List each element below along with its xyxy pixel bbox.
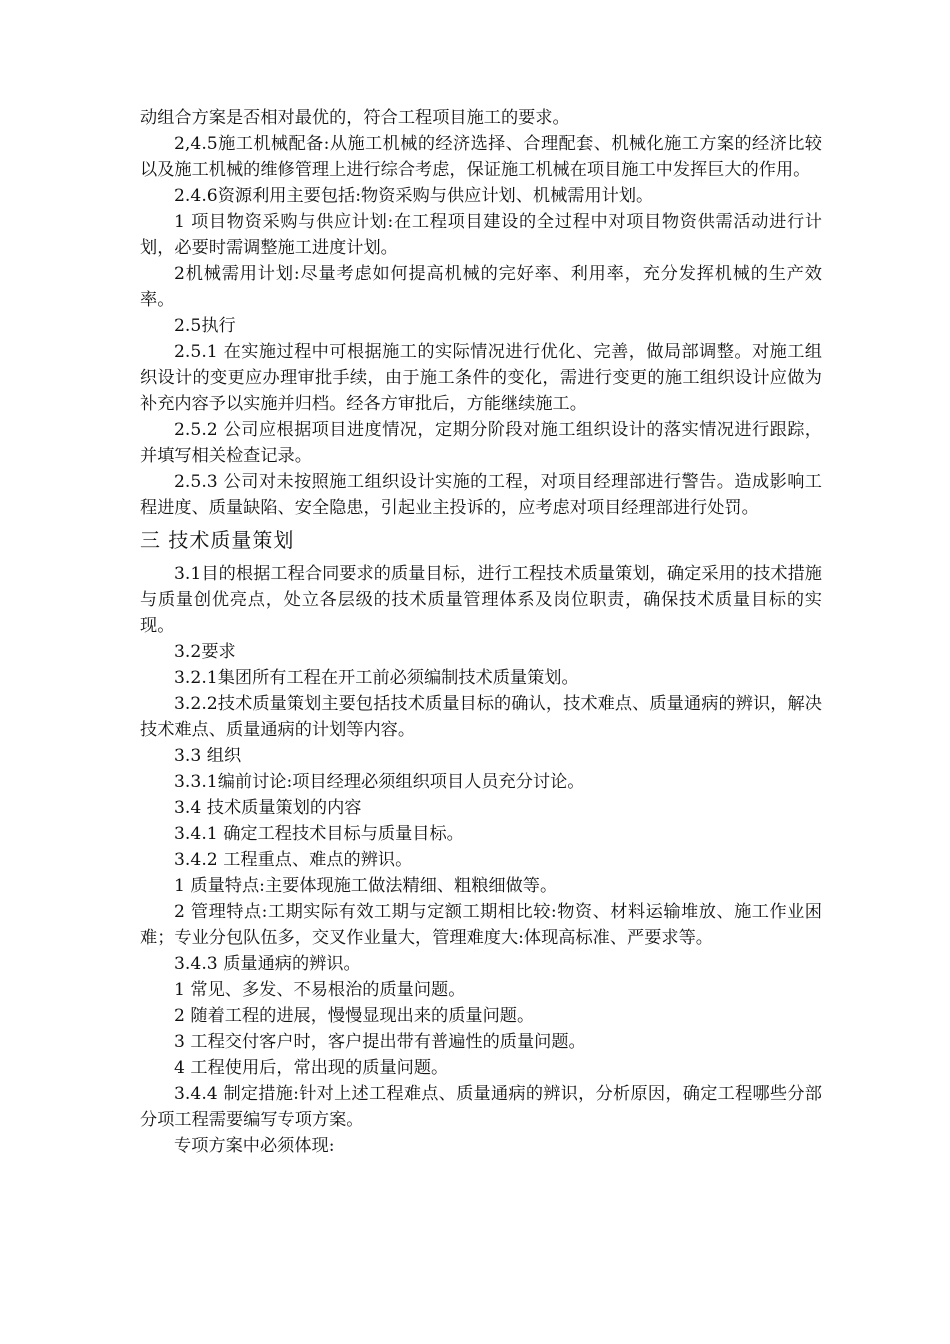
section-heading: 三 技术质量策划 [140, 528, 295, 552]
paragraph: 2.5.3 公司对未按照施工组织设计实施的工程，对项目经理部进行警告。造成影响工程进度、质量缺陷、安全隐患，引起业主投诉的，应考虑对项目经理部进行处罚。 [140, 472, 822, 518]
paragraph: 2.5.2 公司应根据项目进度情况，定期分阶段对施工组织设计的落实情况进行跟踪，并填写相关检查记录。 [140, 420, 822, 466]
paragraph: 3.4.4 制定措施:针对上述工程难点、质量通病的辨识，分析原因，确定工程哪些分部分项工程需要编写专项方案。 [140, 1084, 822, 1130]
paragraph: 2,4.5施工机械配备:从施工机械的经济选择、合理配套、机械化施工方案的经济比较以及施工机械的维修管理上进行综合考虑，保证施工机械在项目施工中发挥巨大的作用。 [140, 134, 822, 180]
paragraph: 3.4 技术质量策划的内容 [174, 798, 362, 818]
paragraph: 专项方案中必须体现: [174, 1136, 335, 1156]
paragraph: 动组合方案是否相对最优的，符合工程项目施工的要求。 [140, 108, 570, 128]
paragraph: 3.2要求 [174, 642, 236, 662]
paragraph: 1 常见、多发、不易根治的质量问题。 [174, 980, 466, 1000]
paragraph: 2机械需用计划:尽量考虑如何提高机械的完好率、利用率，充分发挥机械的生产效率。 [140, 264, 822, 310]
paragraph: 1 质量特点:主要体现施工做法精细、粗粮细做等。 [174, 876, 558, 896]
paragraph: 2 随着工程的进展，慢慢显现出来的质量问题。 [174, 1006, 535, 1026]
paragraph: 2.5执行 [174, 316, 236, 336]
paragraph: 3.1目的根据工程合同要求的质量目标，进行工程技术质量策划，确定采用的技术措施与质量创优亮点，处立各层级的技术质量管理体系及岗位职责，确保技术质量目标的实现。 [140, 564, 822, 636]
paragraph: 3.3.1编前讨论:项目经理必须组织项目人员充分讨论。 [174, 772, 585, 792]
paragraph: 3.2.2技术质量策划主要包括技术质量目标的确认，技术难点、质量通病的辨识，解决技术难点、质量通病的计划等内容。 [140, 694, 822, 740]
paragraph: 3.2.1集团所有工程在开工前必须编制技术质量策划。 [174, 668, 579, 688]
paragraph: 3 工程交付客户时，客户提出带有普遍性的质量问题。 [174, 1032, 586, 1052]
paragraph: 3.4.3 质量通病的辨识。 [174, 954, 361, 974]
document-page [140, 105, 822, 1159]
body-text-after [140, 561, 822, 1159]
paragraph: 4 工程使用后，常出现的质量问题。 [174, 1058, 449, 1078]
paragraph: 2.4.6资源利用主要包括:物资采购与供应计划、机械需用计划。 [174, 186, 654, 206]
paragraph: 1 项目物资采购与供应计划:在工程项目建设的全过程中对项目物资供需活动进行计划，必要时需调整施工进度计划。 [140, 212, 822, 258]
paragraph: 2 管理特点:工期实际有效工期与定额工期相比较:物资、材料运输堆放、施工作业困难；专业分包队伍多，交叉作业量大，管理难度大:体现高标准、严要求等。 [140, 902, 822, 948]
paragraph: 2.5.1 在实施过程中可根据施工的实际情况进行优化、完善，做局部调整。对施工组织设计的变更应办理审批手续，由于施工条件的变化，需进行变更的施工组织设计应做为补充内容予以实施并归档。经各方审批后，方能继续施工。 [140, 342, 822, 414]
paragraph: 3.4.1 确定工程技术目标与质量目标。 [174, 824, 464, 844]
paragraph: 3.4.2 工程重点、难点的辨识。 [174, 850, 413, 870]
body-text-before [140, 105, 822, 521]
paragraph: 3.3 组织 [174, 746, 242, 766]
